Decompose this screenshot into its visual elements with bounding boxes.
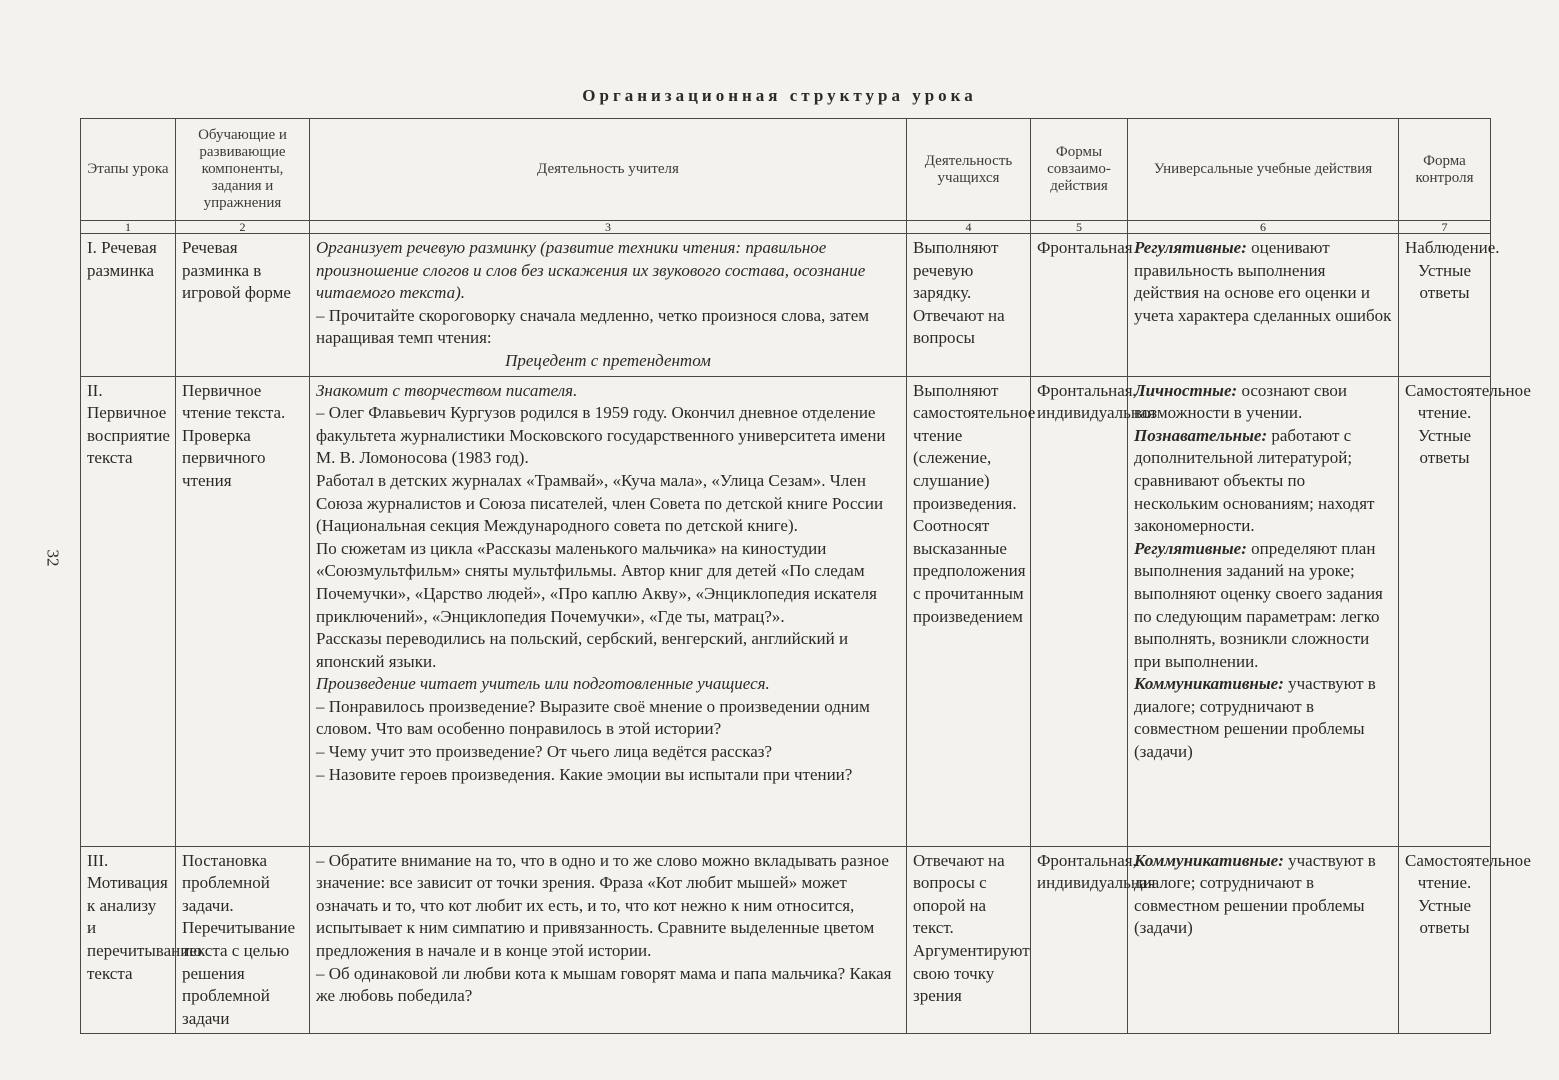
- column-number: 2: [176, 221, 310, 234]
- teacher-paragraph: Рассказы переводились на польский, сербский, венгерский, английский и японский языки.: [316, 629, 849, 671]
- teacher-paragraph: Организует речевую разминку (развитие техники чтения: правильное произношение слогов и слов без искажения их звукового состава, осознание читаемого текста).: [316, 238, 866, 303]
- uud-label: Познавательные:: [1134, 425, 1268, 445]
- interaction-forms-cell: Фронтальная: [1031, 234, 1128, 377]
- teacher-activity-cell: [310, 846, 907, 1034]
- student-activity-cell: Выполняют самостоятельное чтение (слежение, слушание) произведения. Соотносят высказанные предположения с прочитанным произведением: [907, 376, 1031, 846]
- control-form-cell: Самостоятельное чтение. Устные ответы: [1399, 846, 1491, 1034]
- uud-label: Регулятивные:: [1134, 238, 1247, 257]
- uud-text: участвуют в диалоге; сотрудничают в совместном решении проблемы (задачи): [1134, 674, 1376, 762]
- column-number: 6: [1128, 221, 1399, 234]
- uud-item: [1134, 425, 1392, 538]
- uud-text: работают с дополнительной литературой; сравнивают объекты по нескольким основаниям; находят закономерности.: [1134, 425, 1375, 536]
- uud-cell: [1128, 846, 1399, 1034]
- uud-cell: [1128, 376, 1399, 846]
- table-row: [81, 234, 1491, 377]
- teacher-paragraph: Работал в детских журналах «Трамвай», «Куча мала», «Улица Сезам». Член Союза журналистов и Союза писателей, член Совета по детской книге России (Национальная секция Международного совета по детской книге).: [316, 470, 884, 536]
- components-cell: Речевая разминка в игровой форме: [176, 234, 310, 377]
- uud-item: [1134, 673, 1392, 763]
- column-number: 3: [310, 221, 907, 234]
- header-stages: Этапы урока: [81, 119, 176, 221]
- interaction-forms-cell: Фронтальная, индивидуальная: [1031, 846, 1128, 1034]
- uud-text: осознают свои возможности в учении.: [1134, 380, 1347, 423]
- page-number: 32: [43, 549, 63, 567]
- teacher-paragraph: – Обратите внимание на то, что в одно и то же слово можно вкладывать разное значение: все зависит от точки зрения. Фраза «Кот любит мышей» может означать и то, что кот любит их есть, и то, что кот нежно к ним относится, испытывает к ним симпатию и привязанность. Сравните выделенные цветом предложения в начале и в конце этой истории.: [316, 850, 889, 960]
- uud-text: участвуют в диалоге; сотрудничают в совместном решении проблемы (задачи): [1134, 850, 1376, 938]
- header-interaction-forms: Формы совзаимо-действия: [1031, 119, 1128, 221]
- column-number: 7: [1399, 221, 1491, 234]
- teacher-paragraph: Произведение читает учитель или подготовленные учащиеся.: [316, 674, 770, 694]
- table-body: [81, 234, 1531, 1034]
- student-activity-cell: Выполняют речевую зарядку. Отвечают на вопросы: [907, 234, 1031, 377]
- table-header-row: [81, 119, 1491, 221]
- uud-label: Коммуникативные:: [1134, 674, 1284, 694]
- header-uud: Универсальные учебные действия: [1128, 119, 1399, 221]
- uud-item: [1134, 850, 1392, 940]
- control-form-cell: Наблюдение. Устные ответы: [1399, 234, 1491, 377]
- column-number-row: [81, 221, 1491, 234]
- teacher-activity-cell: [310, 376, 907, 846]
- uud-text: определяют план выполнения заданий на уроке; выполняют оценку своего задания по следующим параметрам: легко выполнять, возникли сложности при выполнении.: [1134, 538, 1383, 671]
- header-student-activity: Деятельность учащихся: [907, 119, 1031, 221]
- lesson-structure-table: [80, 118, 1531, 1034]
- student-activity-cell: Отвечают на вопросы с опорой на текст. Аргументируют свою точку зрения: [907, 846, 1031, 1034]
- teacher-activity-cell: [310, 234, 907, 377]
- teacher-paragraph: – Об одинаковой ли любви кота к мышам говорят мама и папа мальчика? Какая же любовь победила?: [316, 963, 892, 1006]
- header-control-form: Форма контроля: [1399, 119, 1491, 221]
- teacher-paragraph: – Понравилось произведение? Выразите своё мнение о произведении одним словом. Что вам особенно понравилось в этой истории?: [316, 696, 870, 739]
- stage-cell: III. Мотивация к анализу и перечитыванию текста: [81, 846, 176, 1034]
- uud-text: оценивают правильность выполнения действия на основе его оценки и учета характера сделанных ошибок: [1134, 238, 1392, 325]
- column-number: 5: [1031, 221, 1128, 234]
- header-components: Обучающие и развивающие компоненты, задания и упражнения: [176, 119, 310, 221]
- uud-label: Регулятивные:: [1134, 538, 1247, 558]
- header-teacher-activity: Деятельность учителя: [310, 119, 907, 221]
- teacher-paragraph: – Олег Флавьевич Кургузов родился в 1959 году. Окончил дневное отделение факультета журналистики Московского государственного университета имени М. В. Ломоносова (1983 год).: [316, 403, 886, 468]
- teacher-paragraph: Знакомит с творчеством писателя.: [316, 380, 578, 400]
- stage-cell: II. Первичное восприятие текста: [81, 376, 176, 846]
- uud-label: Коммуникативные:: [1134, 850, 1284, 870]
- stage-cell: I. Речевая разминка: [81, 234, 176, 377]
- table-row: [81, 846, 1491, 1034]
- components-cell: Постановка проблемной задачи. Перечитывание текста с целью решения проблемной задачи: [176, 846, 310, 1034]
- uud-item: [1134, 237, 1392, 327]
- page-title: Организационная структура урока: [582, 86, 977, 105]
- teacher-paragraph: – Прочитайте скороговорку сначала медленно, четко произнося слова, затем наращивая темп чтения:: [316, 305, 870, 348]
- uud-label: Личностные:: [1134, 380, 1238, 400]
- control-form-cell: Самостоятельное чтение. Устные ответы: [1399, 376, 1491, 846]
- uud-cell: [1128, 234, 1399, 377]
- table-row: [81, 376, 1491, 846]
- teacher-paragraph: – Чему учит это произведение? От чьего лица ведётся рассказ?: [316, 742, 773, 762]
- teacher-paragraph: Прецедент с претендентом: [505, 350, 711, 370]
- column-number: 1: [81, 221, 176, 234]
- components-cell: Первичное чтение текста. Проверка первичного чтения: [176, 376, 310, 846]
- teacher-paragraph: – Назовите героев произведения. Какие эмоции вы испытали при чтении?: [316, 764, 853, 784]
- interaction-forms-cell: Фронтальная, индивидуальная: [1031, 376, 1128, 846]
- column-number: 4: [907, 221, 1031, 234]
- teacher-paragraph: По сюжетам из цикла «Рассказы маленького мальчика» на киностудии «Союзмультфильм» сняты мультфильмы. Автор книг для детей «По следам Почемучки», «Царство людей», «Про каплю Акву», «Энциклопедия искателя приключений», «Энциклопедия Почемучки», «Где ты, матрац?».: [316, 538, 877, 626]
- uud-item: [1134, 380, 1392, 425]
- uud-item: [1134, 538, 1392, 674]
